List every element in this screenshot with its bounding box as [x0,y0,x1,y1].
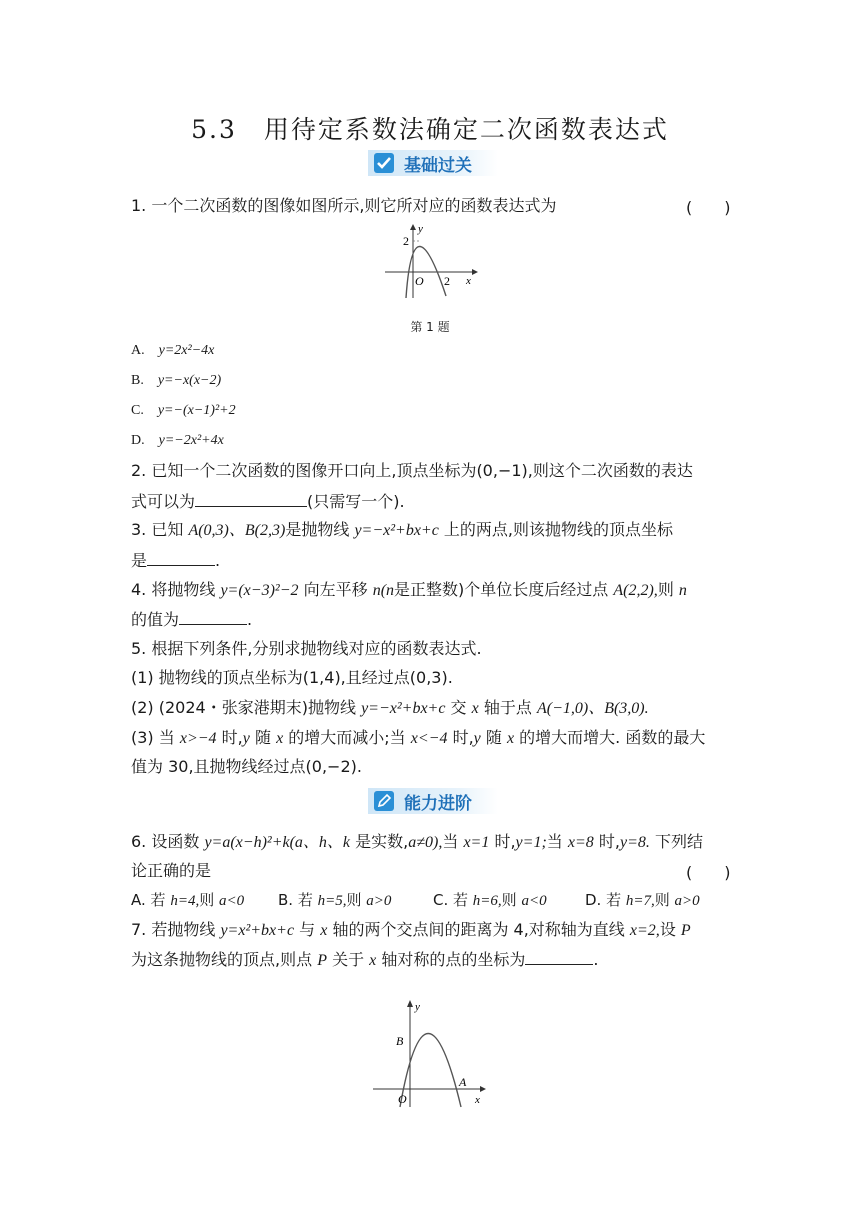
q1-option-a[interactable]: A. y=2x²−4x [131,343,215,358]
q1-option-c[interactable]: C. y=−(x−1)²+2 [131,403,236,418]
q5-part3: (3) 当 x>−4 时,y 随 x 的增大而减小;当 x<−4 时,y 随 x 的增大而增大. 函数的最大 [131,728,706,747]
fig2-x-label: x [475,1094,480,1106]
q1-text: 1. 一个二次函数的图像如图所示,则它所对应的函数表达式为 [131,196,557,215]
section-basic [368,150,498,176]
fig2-parabola [400,1034,461,1108]
fig2-point-a: A [459,1075,467,1089]
q1-graph [380,222,480,302]
q1-tick-y: 2 [403,234,409,248]
q6-option-d[interactable]: D. 若 h=7,则 a>0 [585,891,700,909]
pencil-icon [374,791,394,811]
q4-line2: 的值为 . [131,610,253,629]
figure-2-graph [368,995,493,1110]
section-advanced [368,788,498,814]
q2-blank[interactable] [195,490,307,507]
section-advanced-label: 能力进阶 [404,793,472,814]
q6-option-a[interactable]: A. 若 h=4,则 a<0 [131,891,245,909]
q3-line1: 3. 已知 A(0,3)、B(2,3)是抛物线 y=−x²+bx+c 上的两点,则该抛物线的顶点坐标 [131,520,674,539]
fig2-origin-label: O [398,1092,407,1106]
q6-answer-paren: ( ) [686,863,731,882]
q5-part1: (1) 抛物线的顶点坐标为(1,4),且经过点(0,3). [131,668,453,687]
q1-option-d[interactable]: D. y=−2x²+4x [131,433,224,448]
q4-blank[interactable] [179,608,247,625]
q7-blank[interactable] [525,948,593,965]
q6-line1: 6. 设函数 y=a(x−h)²+k(a、h、k 是实数,a≠0),当 x=1 时,y=1;当 x=8 时,y=8. 下列结 [131,832,703,851]
q1-origin-label: O [415,274,424,288]
q4-line1: 4. 将抛物线 y=(x−3)²−2 向左平移 n(n是正整数)个单位长度后经过点 A(2,2),则 n [131,580,687,599]
fig2-point-b: B [396,1034,404,1048]
q6-option-b[interactable]: B. 若 h=5,则 a>0 [278,891,392,909]
fig2-y-label: y [415,1001,420,1013]
q2-line2: 式可以为 (只需写一个). [131,492,405,511]
q6-option-c[interactable]: C. 若 h=6,则 a<0 [433,891,547,909]
q5-intro: 5. 根据下列条件,分别求抛物线对应的函数表达式. [131,639,482,658]
q1-answer-paren: ( ) [686,198,731,217]
q5-part2: (2) (2024・张家港期末)抛物线 y=−x²+bx+c 交 x 轴于点 A(−1,0)、B(3,0). [131,698,649,717]
page-title: 5.3 用待定系数法确定二次函数表达式 [191,115,669,144]
q3-line2: 是 . [131,551,221,570]
q3-blank[interactable] [147,549,215,566]
q1-caption: 第 1 题 [410,320,450,334]
q7-line2: 为这条抛物线的顶点,则点 P 关于 x 轴对称的点的坐标为 . [131,950,599,969]
q1-y-label: y [418,223,423,235]
q5-part3-cont: 值为 30,且抛物线经过点(0,−2). [131,757,362,776]
q1-option-b[interactable]: B. y=−x(x−2) [131,373,222,388]
q1-tick-x: 2 [444,274,450,288]
q1-x-label: x [466,275,471,287]
checkbox-icon [374,153,394,173]
q2-line1: 2. 已知一个二次函数的图像开口向上,顶点坐标为(0,−1),则这个二次函数的表达 [131,461,693,480]
section-basic-label: 基础过关 [404,155,472,176]
q7-line1: 7. 若抛物线 y=x²+bx+c 与 x 轴的两个交点间的距离为 4,对称轴为直线 x=2,设 P [131,920,691,939]
q6-line2: 论正确的是 [131,861,212,880]
